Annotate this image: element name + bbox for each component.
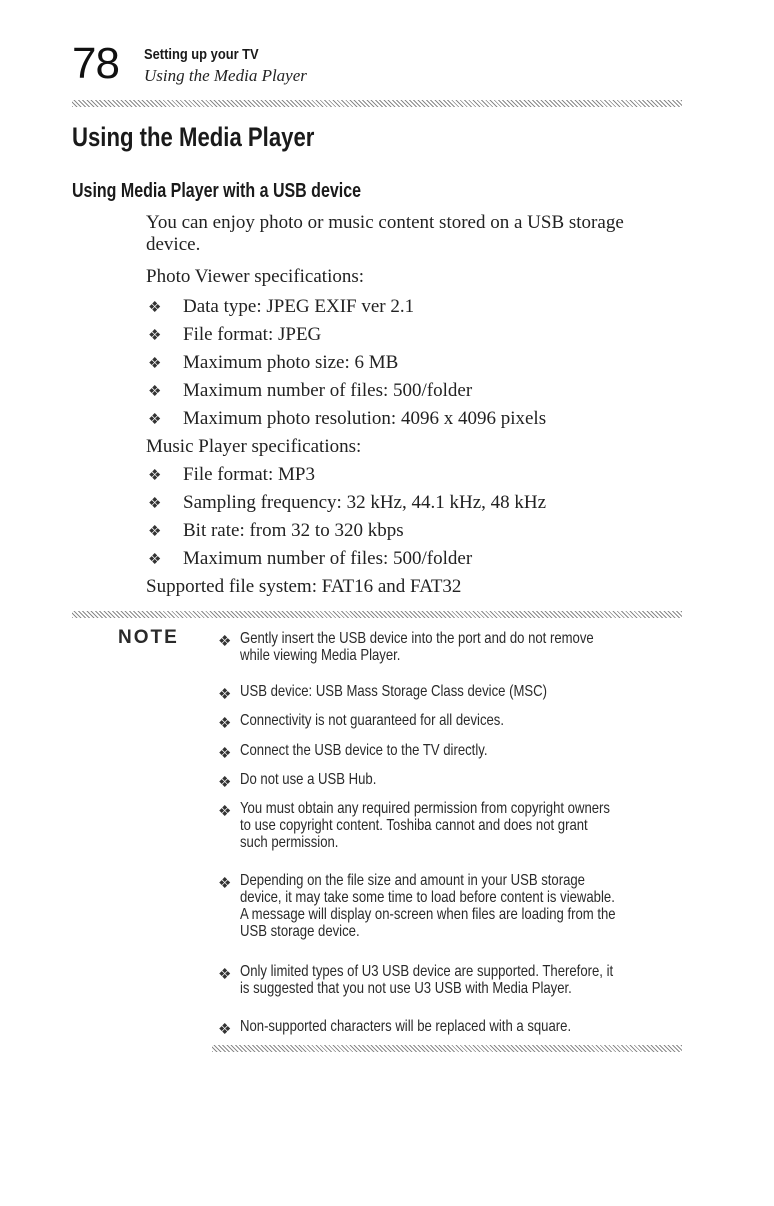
- intro-line-2: device.: [146, 234, 201, 255]
- music-spec-item: Maximum number of files: 500/folder: [183, 548, 473, 569]
- note-item: You must obtain any required permission from copyright owners to use copyright content. Toshiba cannot and does not grant such permission.: [240, 800, 610, 851]
- chapter-title: Setting up your TV: [144, 46, 259, 63]
- diamond-bullet-icon: ❖: [148, 384, 162, 400]
- note-label: NOTE: [118, 627, 179, 648]
- diamond-bullet-icon: ❖: [148, 356, 162, 372]
- diamond-bullet-icon: ❖: [218, 716, 232, 732]
- filesystem-spec: Supported file system: FAT16 and FAT32: [146, 576, 462, 597]
- page-number: 78: [72, 39, 119, 88]
- diamond-bullet-icon: ❖: [218, 775, 232, 791]
- diamond-bullet-icon: ❖: [148, 524, 162, 540]
- photo-spec-item: Data type: JPEG EXIF ver 2.1: [183, 296, 415, 317]
- note-bottom-rule: [212, 1045, 682, 1052]
- header-rule: [72, 100, 682, 107]
- music-spec-item: File format: MP3: [183, 464, 315, 485]
- diamond-bullet-icon: ❖: [218, 1022, 232, 1038]
- diamond-bullet-icon: ❖: [218, 687, 232, 703]
- note-item: Connect the USB device to the TV directly.: [240, 742, 488, 759]
- diamond-bullet-icon: ❖: [218, 746, 232, 762]
- diamond-bullet-icon: ❖: [218, 634, 232, 650]
- note-item: Non-supported characters will be replaced with a square.: [240, 1018, 572, 1035]
- page-title: Using the Media Player: [72, 122, 315, 152]
- note-item: Connectivity is not guaranteed for all devices.: [240, 712, 505, 729]
- diamond-bullet-icon: ❖: [218, 967, 232, 983]
- diamond-bullet-icon: ❖: [148, 552, 162, 568]
- note-item: Depending on the file size and amount in your USB storage device, it may take some time to load before content is viewable. A message will display on-screen when files are loading from the USB storage device.: [240, 872, 616, 940]
- note-item: Only limited types of U3 USB device are supported. Therefore, it is suggested that you not use U3 USB with Media Player.: [240, 963, 614, 997]
- diamond-bullet-icon: ❖: [148, 468, 162, 484]
- music-spec-item: Sampling frequency: 32 kHz, 44.1 kHz, 48 kHz: [183, 492, 547, 513]
- diamond-bullet-icon: ❖: [218, 804, 232, 820]
- photo-spec-item: Maximum number of files: 500/folder: [183, 380, 473, 401]
- note-top-rule: [72, 611, 682, 618]
- diamond-bullet-icon: ❖: [148, 412, 162, 428]
- music-spec-label: Music Player specifications:: [146, 436, 362, 457]
- section-subtitle: Using the Media Player: [144, 66, 307, 85]
- music-spec-item: Bit rate: from 32 to 320 kbps: [183, 520, 404, 541]
- intro-line-1: You can enjoy photo or music content stored on a USB storage: [146, 212, 624, 233]
- diamond-bullet-icon: ❖: [148, 496, 162, 512]
- note-item: Do not use a USB Hub.: [240, 771, 377, 788]
- photo-spec-item: Maximum photo resolution: 4096 x 4096 pixels: [183, 408, 547, 429]
- photo-spec-item: File format: JPEG: [183, 324, 322, 345]
- diamond-bullet-icon: ❖: [218, 876, 232, 892]
- diamond-bullet-icon: ❖: [148, 328, 162, 344]
- diamond-bullet-icon: ❖: [148, 300, 162, 316]
- photo-spec-item: Maximum photo size: 6 MB: [183, 352, 399, 373]
- photo-spec-label: Photo Viewer specifications:: [146, 266, 365, 287]
- section-heading: Using Media Player with a USB device: [72, 180, 361, 202]
- note-item: USB device: USB Mass Storage Class device (MSC): [240, 683, 547, 700]
- note-item: Gently insert the USB device into the port and do not remove while viewing Media Player.: [240, 630, 594, 664]
